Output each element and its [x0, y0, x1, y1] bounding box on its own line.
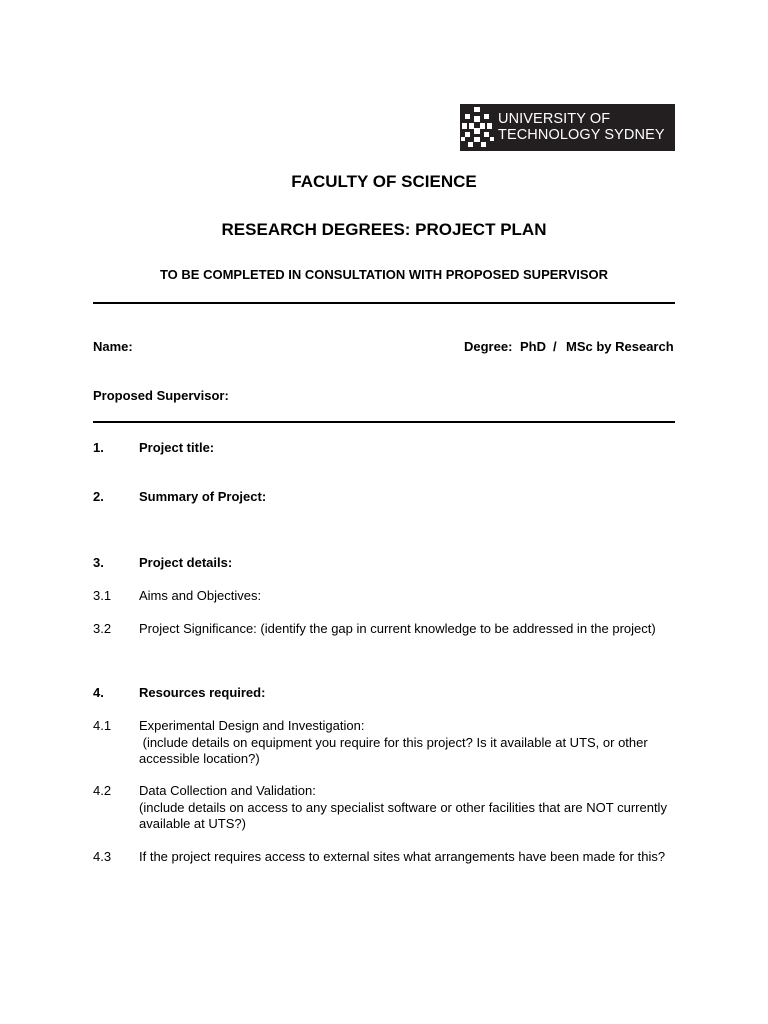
divider-middle [93, 421, 675, 423]
faculty-heading: FACULTY OF SCIENCE [291, 172, 477, 191]
degree-label: Degree: [464, 339, 513, 354]
section-1-label: Project title: [139, 440, 215, 455]
section-4-3-number: 4.3 [93, 849, 112, 864]
section-4-2-number: 4.2 [93, 783, 112, 798]
degree-separator: / [553, 339, 557, 354]
section-4-1-text [139, 718, 679, 768]
section-4-label: Resources required: [139, 685, 266, 700]
section-4-1-line-2: (include details on equipment you require for this project? Is it available at UTS, or other [139, 734, 648, 750]
section-2-number: 2. [93, 489, 104, 504]
section-4-1-line-3: accessible location?) [139, 751, 260, 766]
section-4-3-label: If the project requires access to external sites what arrangements have been made for this? [139, 849, 666, 864]
divider-top [93, 302, 675, 304]
section-4-2-line-3: available at UTS?) [139, 816, 246, 831]
degree-option-msc: MSc by Research [566, 339, 674, 354]
proposed-supervisor-label: Proposed Supervisor: [93, 388, 229, 403]
document-title: RESEARCH DEGREES: PROJECT PLAN [221, 220, 547, 239]
section-4-1-line-1: Experimental Design and Investigation: [139, 718, 365, 733]
section-4-1-number: 4.1 [93, 718, 112, 733]
section-4-2-line-2: (include details on access to any specialist software or other facilities that are NOT currently [139, 799, 667, 815]
section-3-label: Project details: [139, 555, 233, 570]
section-4-number: 4. [93, 685, 104, 700]
document-subtitle: TO BE COMPLETED IN CONSULTATION WITH PROPOSED SUPERVISOR [159, 267, 609, 282]
section-3-1-label: Aims and Objectives: [139, 588, 262, 603]
logo-line-2: TECHNOLOGY SYDNEY [498, 127, 665, 143]
logo-line-1: UNIVERSITY OF [498, 111, 611, 127]
degree-option-phd: PhD [520, 339, 546, 354]
section-3-number: 3. [93, 555, 104, 570]
section-3-2-number: 3.2 [93, 621, 112, 636]
section-3-2-label: Project Significance: (identify the gap in current knowledge to be addressed in the project) [139, 621, 656, 636]
uts-emblem-icon [460, 104, 498, 151]
name-label: Name: [93, 339, 133, 354]
section-2-label: Summary of Project: [139, 489, 267, 504]
section-4-2-text [139, 783, 679, 833]
section-1-number: 1. [93, 440, 104, 455]
section-3-1-number: 3.1 [93, 588, 112, 603]
section-4-2-line-1: Data Collection and Validation: [139, 783, 316, 798]
logo-wordmark [498, 111, 665, 143]
uts-logo [460, 104, 675, 151]
